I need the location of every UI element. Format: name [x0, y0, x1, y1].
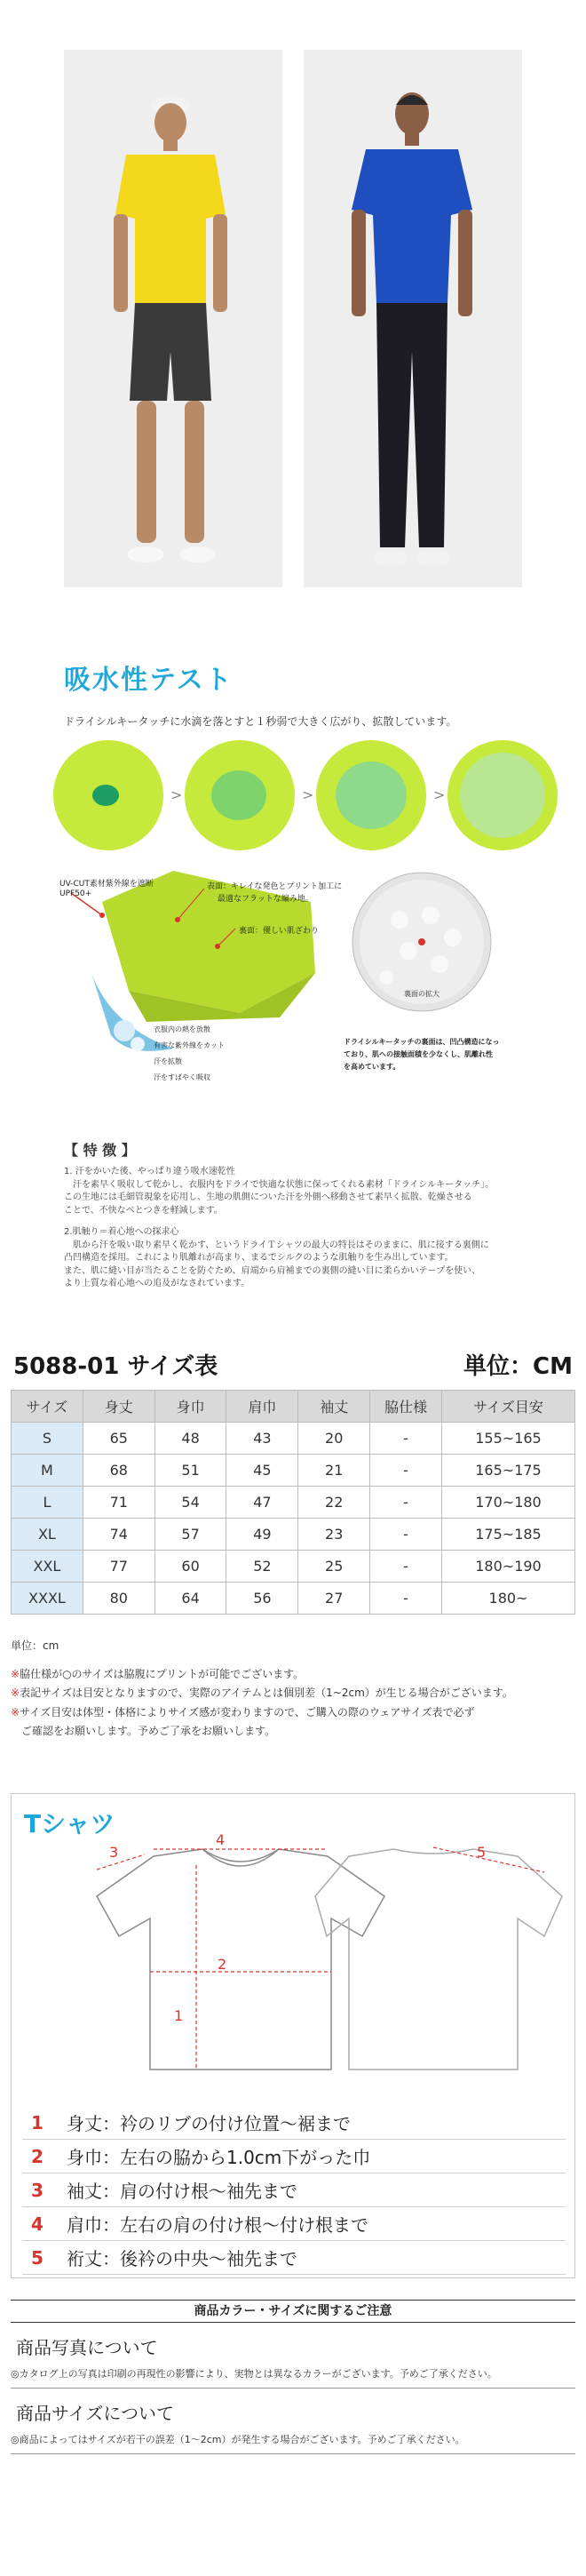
header-side-spec: 脇仕様 — [370, 1391, 442, 1423]
cell-value: 47 — [226, 1487, 298, 1519]
feature-1-line-2: この生地には毛細管現象を応用し、生地の肌側についた汗を外側へ移動させて素早く拡散、乾燥させる — [64, 1192, 472, 1203]
absorbency-sequence — [53, 740, 533, 856]
fabric-diagram — [49, 866, 546, 1133]
cell-value: 65 — [83, 1423, 154, 1455]
function-item-1: 衣服内の熱を放散 — [154, 1025, 210, 1033]
table-row — [12, 1455, 575, 1487]
measurement-list — [22, 2106, 566, 2275]
table-row — [12, 1487, 575, 1519]
absorbency-circle-3 — [316, 740, 426, 850]
cell-value: 51 — [154, 1455, 226, 1487]
function-item-4: 汗をすばやく吸収 — [154, 1073, 210, 1081]
size-table-unit: 単位：CM — [463, 1353, 573, 1380]
function-item-3: 汗を拡散 — [154, 1057, 182, 1065]
absorbency-description: ドライシルキータッチに水滴を落とすと１秒弱で大きく広がり、拡散しています。 — [64, 715, 457, 728]
cell-value: 49 — [226, 1519, 298, 1551]
size-text: ◎商品によってはサイズが若干の誤差（1～2cm）が発生する場合がございます。予めご了承ください。 — [11, 2432, 575, 2454]
cell-value: - — [370, 1583, 442, 1615]
cell-value: 155~165 — [442, 1423, 575, 1455]
features-section — [64, 1140, 535, 1291]
cell-value: 45 — [226, 1455, 298, 1487]
measurement-text: 裄丈：後衿の中央～袖先まで — [67, 2248, 297, 2269]
mark-4: 4 — [216, 1831, 226, 1848]
water-drop-spot — [92, 785, 119, 806]
measurement-number: 3 — [31, 2179, 44, 2201]
table-row — [12, 1583, 575, 1615]
cell-value: 22 — [298, 1487, 370, 1519]
arrow-icon: > — [302, 786, 314, 803]
absorbency-circle-4 — [447, 740, 558, 850]
model-photos — [64, 50, 522, 587]
header-length: 身丈 — [83, 1391, 154, 1423]
list-item — [22, 2140, 566, 2173]
cell-value: 27 — [298, 1583, 370, 1615]
measurement-text: 身丈：衿のリブの付け位置～裾まで — [67, 2113, 351, 2134]
cell-value: - — [370, 1455, 442, 1487]
photo-heading: 商品写真について — [16, 2337, 158, 2358]
cell-value: 60 — [154, 1551, 226, 1583]
size-table — [11, 1390, 575, 1615]
tshirt-illustration — [12, 1794, 576, 2096]
feature-2-line-2: 凸凹構造を採用。これにより肌離れが高まり、まるでシルクのような肌触りを生み出しています。 — [64, 1253, 454, 1264]
cell-value: - — [370, 1519, 442, 1551]
header-shoulder: 肩巾 — [226, 1391, 298, 1423]
table-row — [12, 1519, 575, 1551]
absorbency-circle-2 — [185, 740, 295, 850]
cell-size: XXL — [12, 1551, 83, 1583]
model-photo-yellow — [64, 50, 282, 587]
cell-value: 68 — [83, 1455, 154, 1487]
upf-label: UPF50+ — [59, 889, 92, 898]
feature-2-title: 2.肌触り＝着心地への探求心 — [64, 1227, 179, 1238]
notes-unit: 単位：cm — [11, 1639, 59, 1652]
cell-value: - — [370, 1487, 442, 1519]
note-line-1: ※脇仕様が○のサイズは脇腹にプリントが可能でございます。 — [11, 1667, 305, 1680]
size-heading: 商品サイズについて — [16, 2403, 174, 2424]
cell-value: 56 — [226, 1583, 298, 1615]
water-drop-spot — [336, 762, 407, 829]
cell-value: 52 — [226, 1551, 298, 1583]
cell-value: 74 — [83, 1519, 154, 1551]
feature-1-line-3: ことで、不快なべとつきを軽減します。 — [64, 1205, 223, 1216]
note-line-4: ご確認をお願いします。予めご了承をお願いします。 — [21, 1725, 276, 1738]
cell-value: 43 — [226, 1423, 298, 1455]
uv-cut-label: UV-CUT素材紫外線を遮断 — [59, 880, 154, 889]
zoom-description-3: を高めています。 — [344, 1063, 400, 1071]
water-drop-spot — [460, 753, 545, 838]
feature-2-line-1: 肌から汗を吸い取り素早く乾かす、というドライＴシャツの最大の特長はそのままに、肌に接する裏側に — [64, 1240, 489, 1250]
table-row — [12, 1423, 575, 1455]
list-item — [22, 2173, 566, 2207]
list-item — [22, 2106, 566, 2140]
tshirt-diagram-box — [11, 1793, 575, 2278]
cell-value: 165~175 — [442, 1455, 575, 1487]
header-width: 身巾 — [154, 1391, 226, 1423]
features-title: 【 特 徴 】 — [64, 1142, 136, 1159]
measurement-number: 4 — [31, 2213, 44, 2235]
model-blue-illustration — [304, 50, 522, 587]
model-photo-blue — [304, 50, 522, 587]
zoom-description-1: ドライシルキータッチの裏面は、凹凸構造になっ — [344, 1038, 500, 1046]
size-notes — [11, 1637, 579, 1742]
size-table-title: 5088-01 サイズ表 — [13, 1353, 218, 1380]
measurement-number: 5 — [31, 2246, 44, 2269]
zoom-label: 裏面の拡大 — [404, 990, 440, 998]
cell-value: 71 — [83, 1487, 154, 1519]
measurement-text: 袖丈：肩の付け根～袖先まで — [67, 2181, 297, 2202]
cell-size: XL — [12, 1519, 83, 1551]
arrow-icon: > — [170, 786, 183, 803]
note-line-3: ※サイズ目安は体型・体格によりサイズ感が変わりますので、ご購入の際のウェアサイズ表で必ず — [11, 1705, 475, 1719]
model-yellow-illustration — [64, 50, 282, 587]
photo-text: ◎カタログ上の写真は印刷の再現性の影響により、実物とは異なるカラーがございます。予めご了承ください。 — [11, 2366, 575, 2389]
cell-value: 77 — [83, 1551, 154, 1583]
measurement-text: 肩巾：左右の肩の付け根～付け根まで — [67, 2214, 368, 2236]
cell-value: 23 — [298, 1519, 370, 1551]
header-sleeve: 袖丈 — [298, 1391, 370, 1423]
tshirt-title: Tシャツ — [24, 1809, 115, 1838]
cell-value: 180~ — [442, 1583, 575, 1615]
measurement-number: 2 — [31, 2145, 44, 2167]
feature-2-line-3: また、肌に縫い目が当たることを防ぐため、肩端から肩補までの裏側の縫い目に柔らかいテープを使い、 — [64, 1265, 481, 1276]
front-surface-label-2: 最適なフラットな編み地。 — [218, 895, 313, 904]
cell-size: XXXL — [12, 1583, 83, 1615]
note-line-2: ※表記サイズは目安となりますので、実際のアイテムとは個別差（1~2cm）が生じる場合がございます。 — [11, 1687, 513, 1700]
cell-value: 180~190 — [442, 1551, 575, 1583]
mark-5: 5 — [477, 1844, 487, 1861]
zoom-description-2: ており、肌への接触面積を少なくし、肌離れ性 — [344, 1050, 493, 1058]
caution-title: 商品カラー・サイズに関するご注意 — [11, 2300, 575, 2323]
cell-size: S — [12, 1423, 83, 1455]
cell-value: - — [370, 1423, 442, 1455]
cell-value: 80 — [83, 1583, 154, 1615]
cell-value: 175~185 — [442, 1519, 575, 1551]
back-surface-label: 裏面：優しい肌ざわり — [239, 927, 320, 936]
feature-1-title: 1. 汗をかいた後、やっぱり違う吸水速乾性 — [64, 1167, 235, 1177]
water-drop-spot — [211, 770, 266, 820]
feature-1-line-1: 汗を素早く吸収して乾かし、衣服内をドライで快適な状態に保ってくれる素材「ドライシルキータッチ」。 — [64, 1179, 495, 1190]
measurement-number: 1 — [31, 2111, 44, 2133]
cell-value: 48 — [154, 1423, 226, 1455]
list-item — [22, 2241, 566, 2275]
cell-size: M — [12, 1455, 83, 1487]
list-item — [22, 2207, 566, 2241]
cell-value: 20 — [298, 1423, 370, 1455]
cell-size: L — [12, 1487, 83, 1519]
arrow-icon: > — [433, 786, 446, 803]
cell-value: 57 — [154, 1519, 226, 1551]
cell-value: 54 — [154, 1487, 226, 1519]
measurement-text: 身巾：左右の脇から1.0cm下がった巾 — [67, 2147, 371, 2168]
absorbency-circle-1 — [53, 740, 163, 850]
function-item-2: 有害な紫外線をカット — [154, 1041, 225, 1049]
mark-3: 3 — [109, 1844, 119, 1861]
caution-section — [11, 2300, 575, 2454]
fabric-illustration — [49, 866, 546, 1133]
header-size-guide: サイズ目安 — [442, 1391, 575, 1423]
cell-value: 64 — [154, 1583, 226, 1615]
cell-value: - — [370, 1551, 442, 1583]
feature-2-line-4: より上質な着心地への追及がなされています。 — [64, 1279, 250, 1289]
mark-1: 1 — [174, 2007, 184, 2024]
cell-value: 21 — [298, 1455, 370, 1487]
size-table-header — [13, 1348, 573, 1378]
front-surface-label: 表面：キレイな発色とプリント加工に — [207, 882, 343, 891]
table-row — [12, 1551, 575, 1583]
mark-2: 2 — [218, 1956, 227, 1973]
header-size: サイズ — [12, 1391, 83, 1423]
cell-value: 25 — [298, 1551, 370, 1583]
absorbency-title: 吸水性テスト — [64, 665, 234, 696]
cell-value: 170~180 — [442, 1487, 575, 1519]
